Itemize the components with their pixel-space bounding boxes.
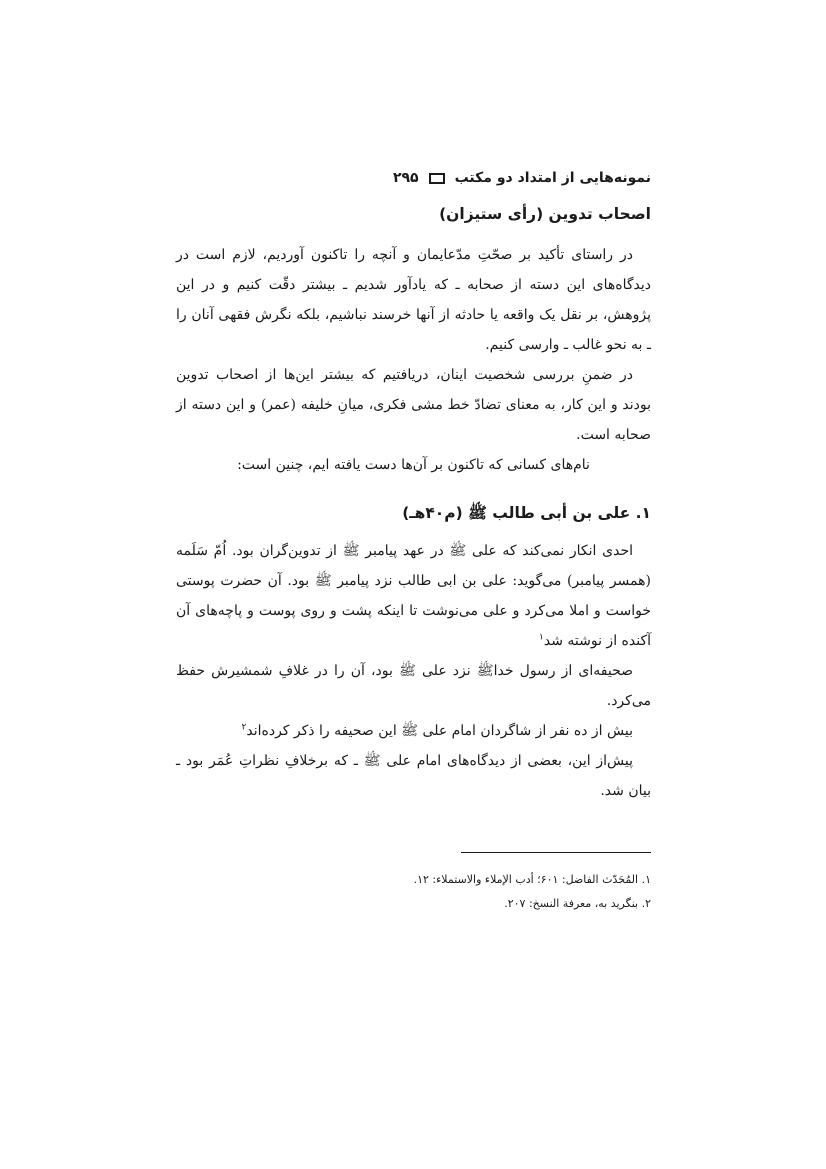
section-title-companions: اصحاب تدوین (رأی ستیزان)	[439, 205, 651, 223]
page-number: ۲۹۵	[392, 170, 419, 186]
running-title: نمونه‌هایی از امتداد دو مکتب	[454, 170, 651, 186]
footnotes	[176, 868, 651, 916]
square-ornament-icon	[429, 173, 445, 184]
footnote: ۲. بنگرید به، معرفة النسخ: ۲۰۷.	[504, 897, 651, 910]
footnote: ۱. المُحَدّث الفاضل: ۶۰۱؛ أدب الإملاء والاستملاء: ۱۲.	[413, 873, 651, 886]
paragraph: در راستای تأکید بر صحّتِ مدّعایمان و آنچه را تاکنون آوردیم، لازم است در دیدگاه‌های این دسته از صحابه ـ که یادآور شدیم ـ بیشتر دقّت کنیم و در این پژوهش، بر نقل یک واقعه یا حادثه از آنها خرسند نباشیم، بلکه نگرش فقهی آنان را ـ به نحو غالب ـ وارسی کنیم.	[176, 247, 651, 353]
paragraph: در ضمنِ بررسی شخصیت اینان، دریافتیم که بیشتر این‌ها از اصحاب تدوین بودند و این کار، به معنای تضادّ خط مشی فکری، میانِ خلیفه (عمر) و این دسته از صحابه است.	[176, 367, 651, 443]
section-heading-2	[176, 503, 651, 526]
paragraph: پیش‌از این، بعضی از دیدگاه‌های امام علی ﷺ ـ که برخلافِ نظراتِ عُمَر بود ـ بیان شد.	[176, 753, 651, 799]
section-body-2	[176, 536, 651, 806]
section-body-1	[176, 240, 651, 480]
footnote-divider	[461, 852, 651, 853]
paragraph: نام‌های کسانی که تاکنون بر آن‌ها دست یافته ایم، چنین است:	[237, 457, 590, 473]
running-header	[176, 170, 651, 186]
footnote-ref[interactable]: ۱	[539, 632, 544, 643]
footnote-ref[interactable]: ۲	[241, 722, 247, 733]
paragraph: احدی انکار نمی‌کند که علی ﷺ در عهد پیامبر ﷺ از تدوین‌گران بود. اُمّ سَلَمه (همسر پیامبر) می‌گوید: علی بن ابی طالب نزد پیامبر ﷺ بود. آن حضرت پوستی خواست و املا می‌کرد و علی می‌نوشت تا اینکه پشت و روی پوست و پاچه‌های آن آکنده از نوشته شد$^۱$	[176, 543, 651, 649]
paragraph: بیش از ده نفر از شاگردان امام علی ﷺ این صحیفه را ذکر کرده‌اند$^۲$	[241, 722, 633, 739]
section-title-ali: ۱. علی بن أبی طالب ﷺ (م۴۰هـ)	[402, 504, 651, 522]
paragraph: صحیفه‌ای از رسول خداﷺ نزد علی ﷺ بود، آن را در غلافِ شمشیرش حفظ می‌کرد.	[176, 663, 651, 709]
section-heading-1	[176, 205, 651, 223]
